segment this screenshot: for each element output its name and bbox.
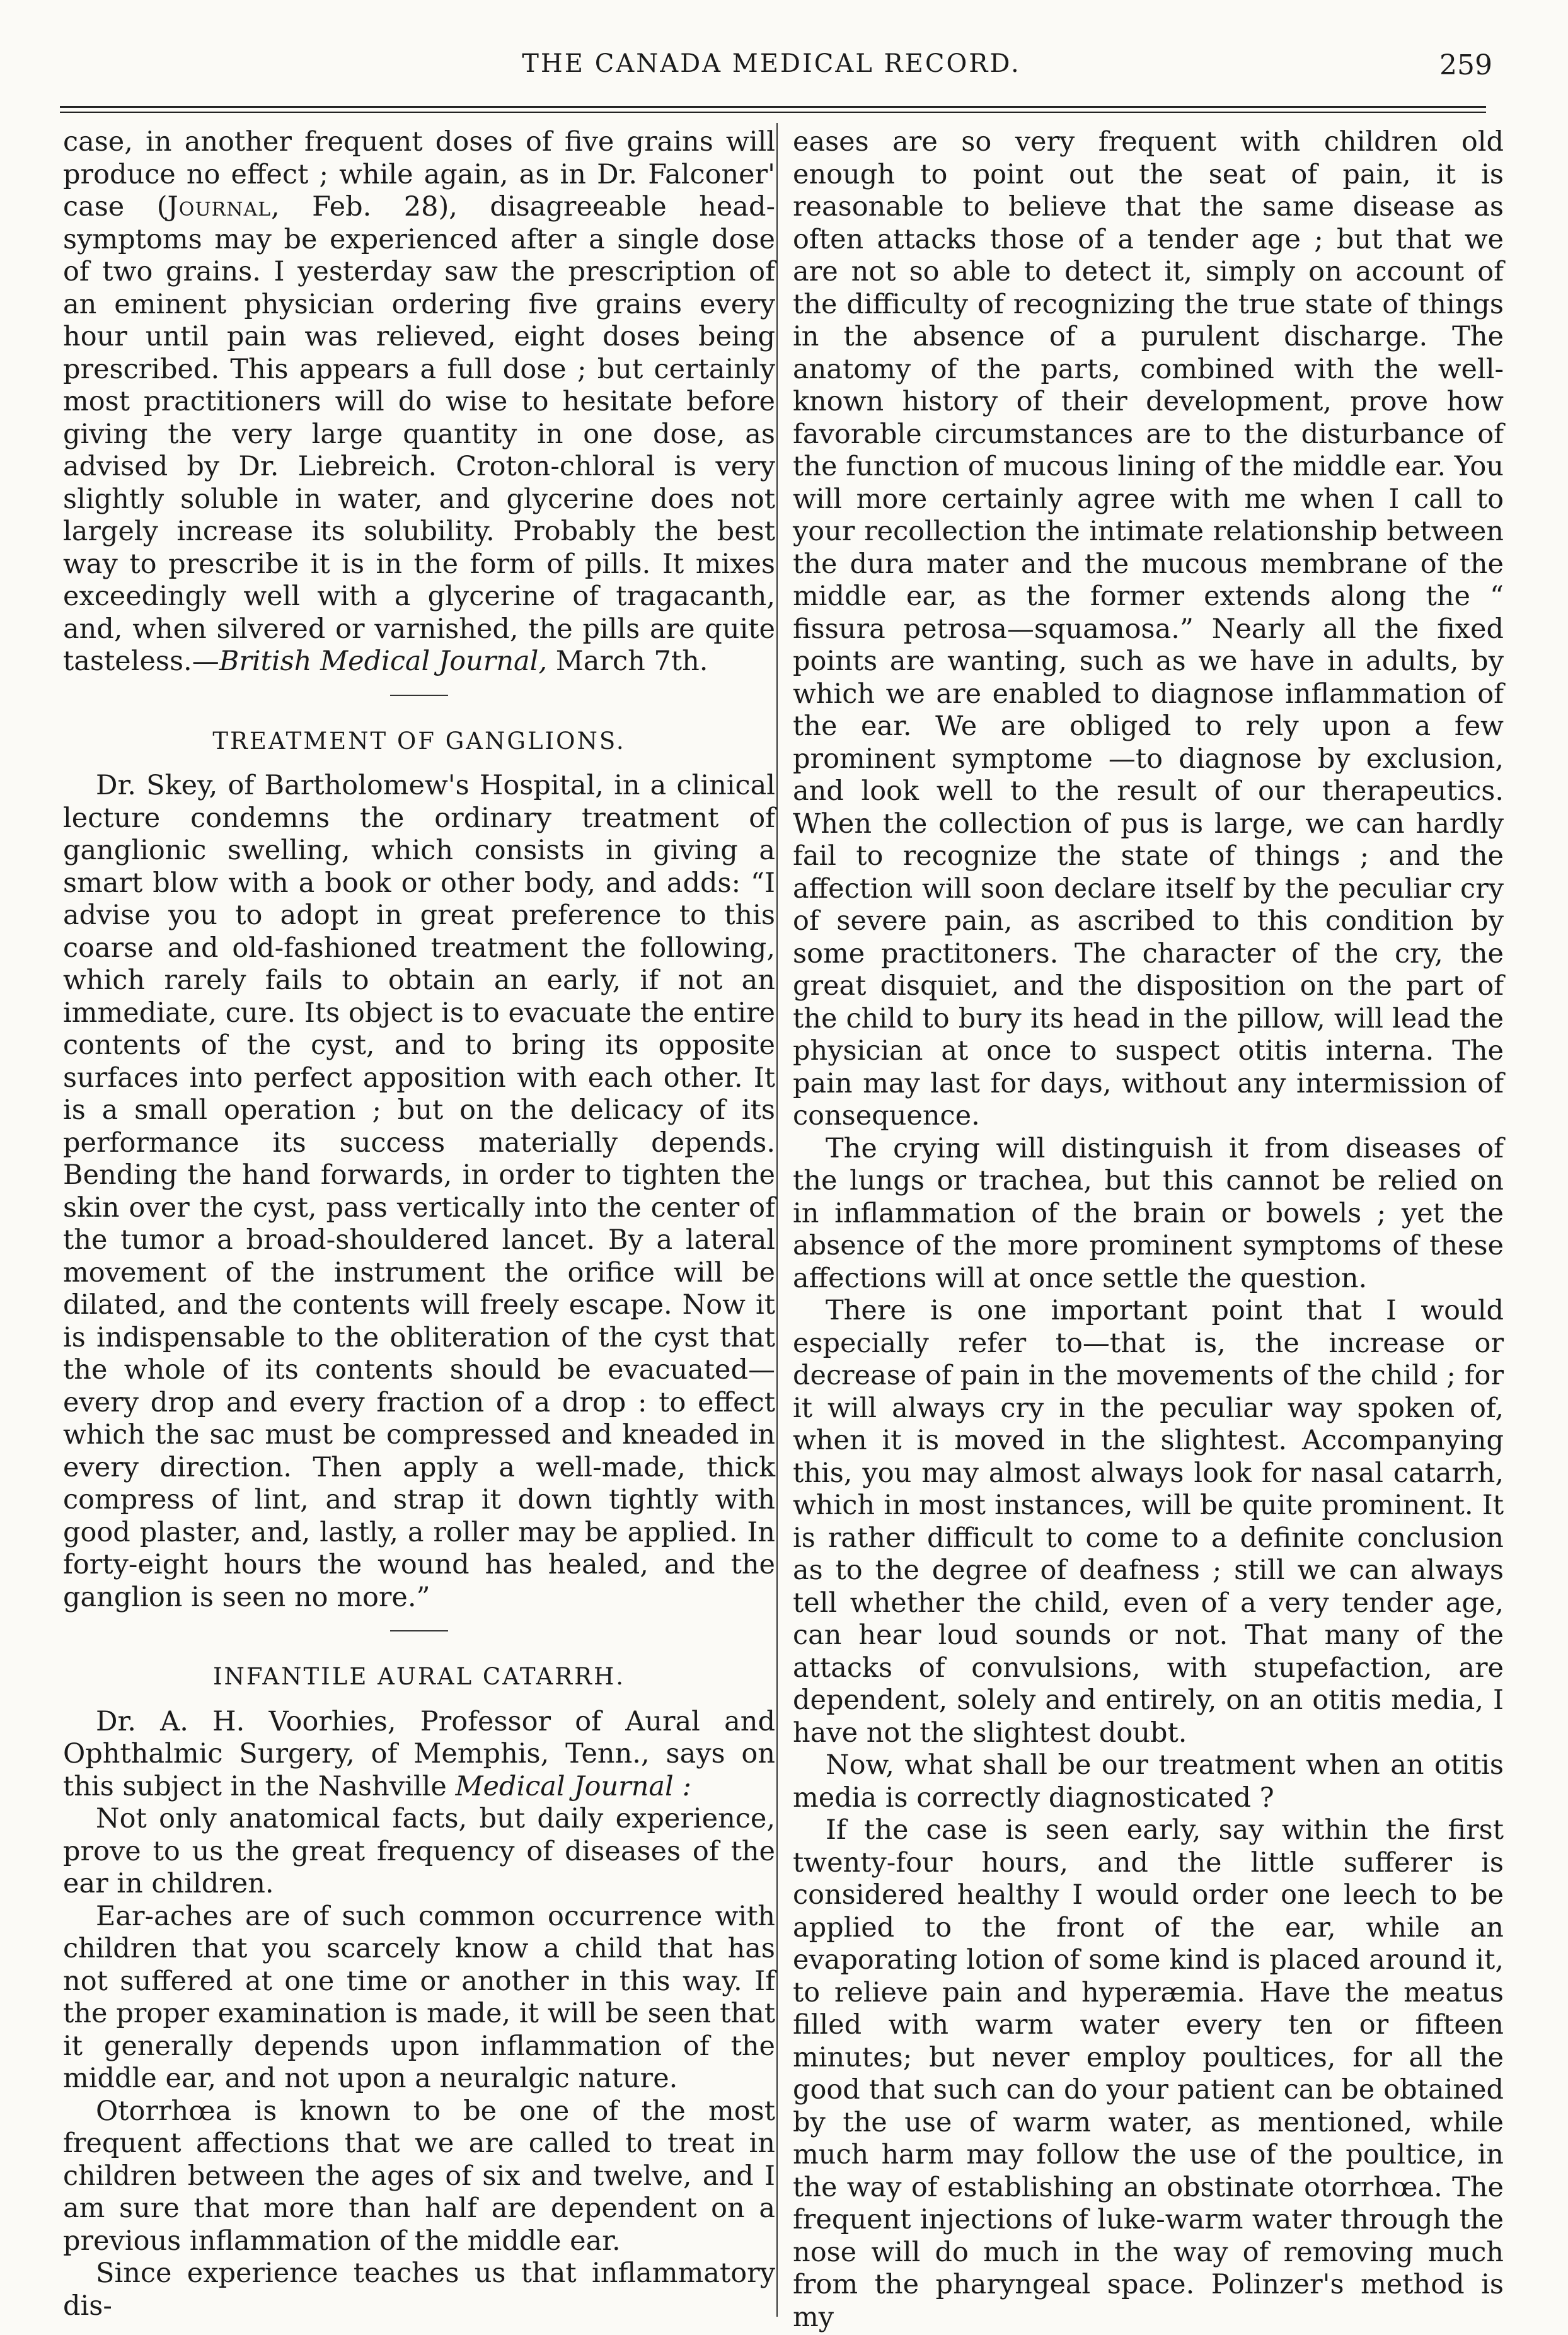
journal-name: Medical Journal : — [455, 1770, 691, 1802]
catarrh-paragraph: There is one important point that I would especially refer to—that is, the increase or decrease of pain in the movements of the child ; for it will always cry in the peculiar way spoken of, when it is moved in the slightest. Accompanying this, you may almost always look for nasal catarrh, which in most instances, will be quite prominent. It is rather difficult to come to a definite conclusion as to the degree of deafness ; still we can always tell whether the child, even of a very tender age, can hear loud sounds or not. That many of the attacks of convulsions, with stupefaction, are dependent, solely and entirely, on an otitis media, I have not the slightest doubt. — [793, 1295, 1504, 1749]
journal-reference: Journal — [167, 191, 272, 223]
header-rule — [60, 106, 1486, 113]
catarrh-paragraph: If the case is seen early, say within the first twenty-four hours, and the little sufferer is considered healthy I would order one leech to be applied to the front of the ear, while an evaporating lotion of some kind is placed around it, to relieve pain and hyperæmia. Have the meatus filled with warm water every ten or fifteen minutes; but never employ poultices, for all the good that such can do your patient can be obtained by the use of warm water, as mentioned, while much harm may follow the use of the poultice, in the way of establishing an obstinate otorrhœa. The frequent injections of luke-warm water through the nose will do much in the way of removing much from the pharyngeal space. Polinzer's method is my — [793, 1814, 1504, 2333]
catarrh-paragraph: The crying will distinguish it from diseases of the lungs or trachea, but this cannot be relied on in inflammation of the brain or bowels ; yet the absence of the more prominent symptoms of these affections will at once settle the question. — [793, 1132, 1504, 1294]
left-column — [63, 126, 775, 2322]
citation-date: March 7th. — [547, 646, 708, 677]
section-heading-ganglions: TREATMENT OF GANGLIONS. — [212, 727, 626, 755]
text-run: case, in another frequent doses of five grains will produce no effect ; while again, as in Dr. Falconer' case ( — [63, 126, 775, 223]
catarrh-paragraph: Not only anatomical facts, but daily experience, prove to us the great frequency of diseases of the ear in children. — [63, 1803, 775, 1899]
catarrh-paragraph: eases are so very frequent with children old enough to point out the seat of pain, it is reasonable to believe that the same disease as often attacks those of a tender age ; but that we are not so able to detect it, simply on account of the difficulty of recognizing the true state of things in the absence of a purulent discharge. The anatomy of the parts, combined with the well-known history of their development, prove how favorable circumstances are to the disturbance of the function of mucous lining of the middle ear. You will more certainly agree with me when I call to your recollection the intimate relationship between the dura mater and the mucous membrane of the middle ear, as the former extends along the “ fissura petrosa—squamosa.” Nearly all the fixed points are wanting, such as we have in adults, by which we are enabled to diagnose inflammation of the ear. We are obliged to rely upon a few prominent symptome —to diagnose by exclusion, and look well to the result of our therapeutics. When the collection of pus is large, we can hardly fail to recognize the state of things ; and the affection will soon declare itself by the peculiar cry of severe pain, as ascribed to this condition by some practitoners. The character of the cry, the great disquiet, and the disposition on the part of the child to bury its head in the pillow, will lead the physician at once to suspect otitis interna. The pain may last for days, without any intermission of consequence. — [793, 126, 1504, 1132]
section-separator — [390, 695, 448, 696]
page-number: 259 — [1439, 49, 1492, 81]
text-run: , Feb. 28), disagreeable head-symptoms may be experienced after a single dose of two grains. I yesterday saw the prescription of an eminent physician ordering five grains every hour until pain was relieved, eight doses being prescribed. This appears a full dose ; but certainly most practitioners will do wise to hesitate before giving the very large quantity in one dose, as advised by Dr. Liebreich. Croton-chloral is very slightly soluble in water, and glycerine does not largely increase its solubility. Probably the best way to prescribe it is in the form of pills. It mixes exceedingly well with a glycerine of tragacanth, and, when silvered or varnished, the pills are quite tasteless.— — [63, 191, 775, 677]
running-head — [44, 49, 1499, 87]
catarrh-intro — [63, 1706, 775, 1804]
catarrh-paragraph: Ear-aches are of such common occurrence with children that you scarcely know a child that has not suffered at one time or another in this way. If the proper examination is made, it will be seen that it generally depends upon inflammation of the middle ear, and not upon a neuralgic nature. — [63, 1900, 775, 2094]
text-run: Dr. A. H. Voorhies, Professor of Aural and Ophthalmic Surgery, of Memphis, Tenn., says on this subject in the Nashville — [63, 1705, 775, 1802]
croton-chloral-continuation — [63, 126, 775, 678]
catarrh-paragraph: Since experience teaches us that inflammatory dis- — [63, 2257, 775, 2322]
citation-source: British Medical Journal, — [219, 646, 548, 677]
ganglions-paragraph: Dr. Skey, of Bartholomew's Hospital, in a clinical lecture condemns the ordinary treatment of ganglionic swelling, which consists in giving a smart blow with a book or other body, and adds: “I advise you to adopt in great preference to this coarse and old-fashioned treatment the following, which rarely fails to obtain an early, if not an immediate, cure. Its object is to evacuate the entire contents of the cyst, and to bring its opposite surfaces into perfect apposition with each other. It is a small operation ; but on the delicacy of its performance its success materially depends. Bending the hand forwards, in order to tighten the skin over the cyst, pass vertically into the center of the tumor a broad-shouldered lancet. By a lateral movement of the instrument the orifice will be dilated, and the contents will freely escape. Now it is indispensable to the obliteration of the cyst that the whole of its contents should be evacuated—every drop and every fraction of a drop : to effect which the sac must be compressed and kneaded in every direction. Then apply a well-made, thick compress of lint, and strap it down tightly with good plaster, and, lastly, a roller may be applied. In forty-eight hours the wound has healed, and the ganglion is seen no more.” — [63, 770, 775, 1613]
right-column — [793, 126, 1504, 2334]
journal-title: THE CANADA MEDICAL RECORD. — [522, 49, 1021, 78]
section-heading-aural-catarrh: INFANTILE AURAL CATARRH. — [212, 1663, 626, 1690]
catarrh-paragraph: Now, what shall be our treatment when an otitis media is correctly diagnosticated ? — [793, 1749, 1504, 1814]
catarrh-paragraph: Otorrhœa is known to be one of the most frequent affections that we are called to treat in children between the ages of six and twelve, and I am sure that more than half are dependent on a previous inflammation of the middle ear. — [63, 2095, 775, 2257]
column-divider — [776, 123, 778, 2317]
section-separator — [390, 1630, 448, 1631]
